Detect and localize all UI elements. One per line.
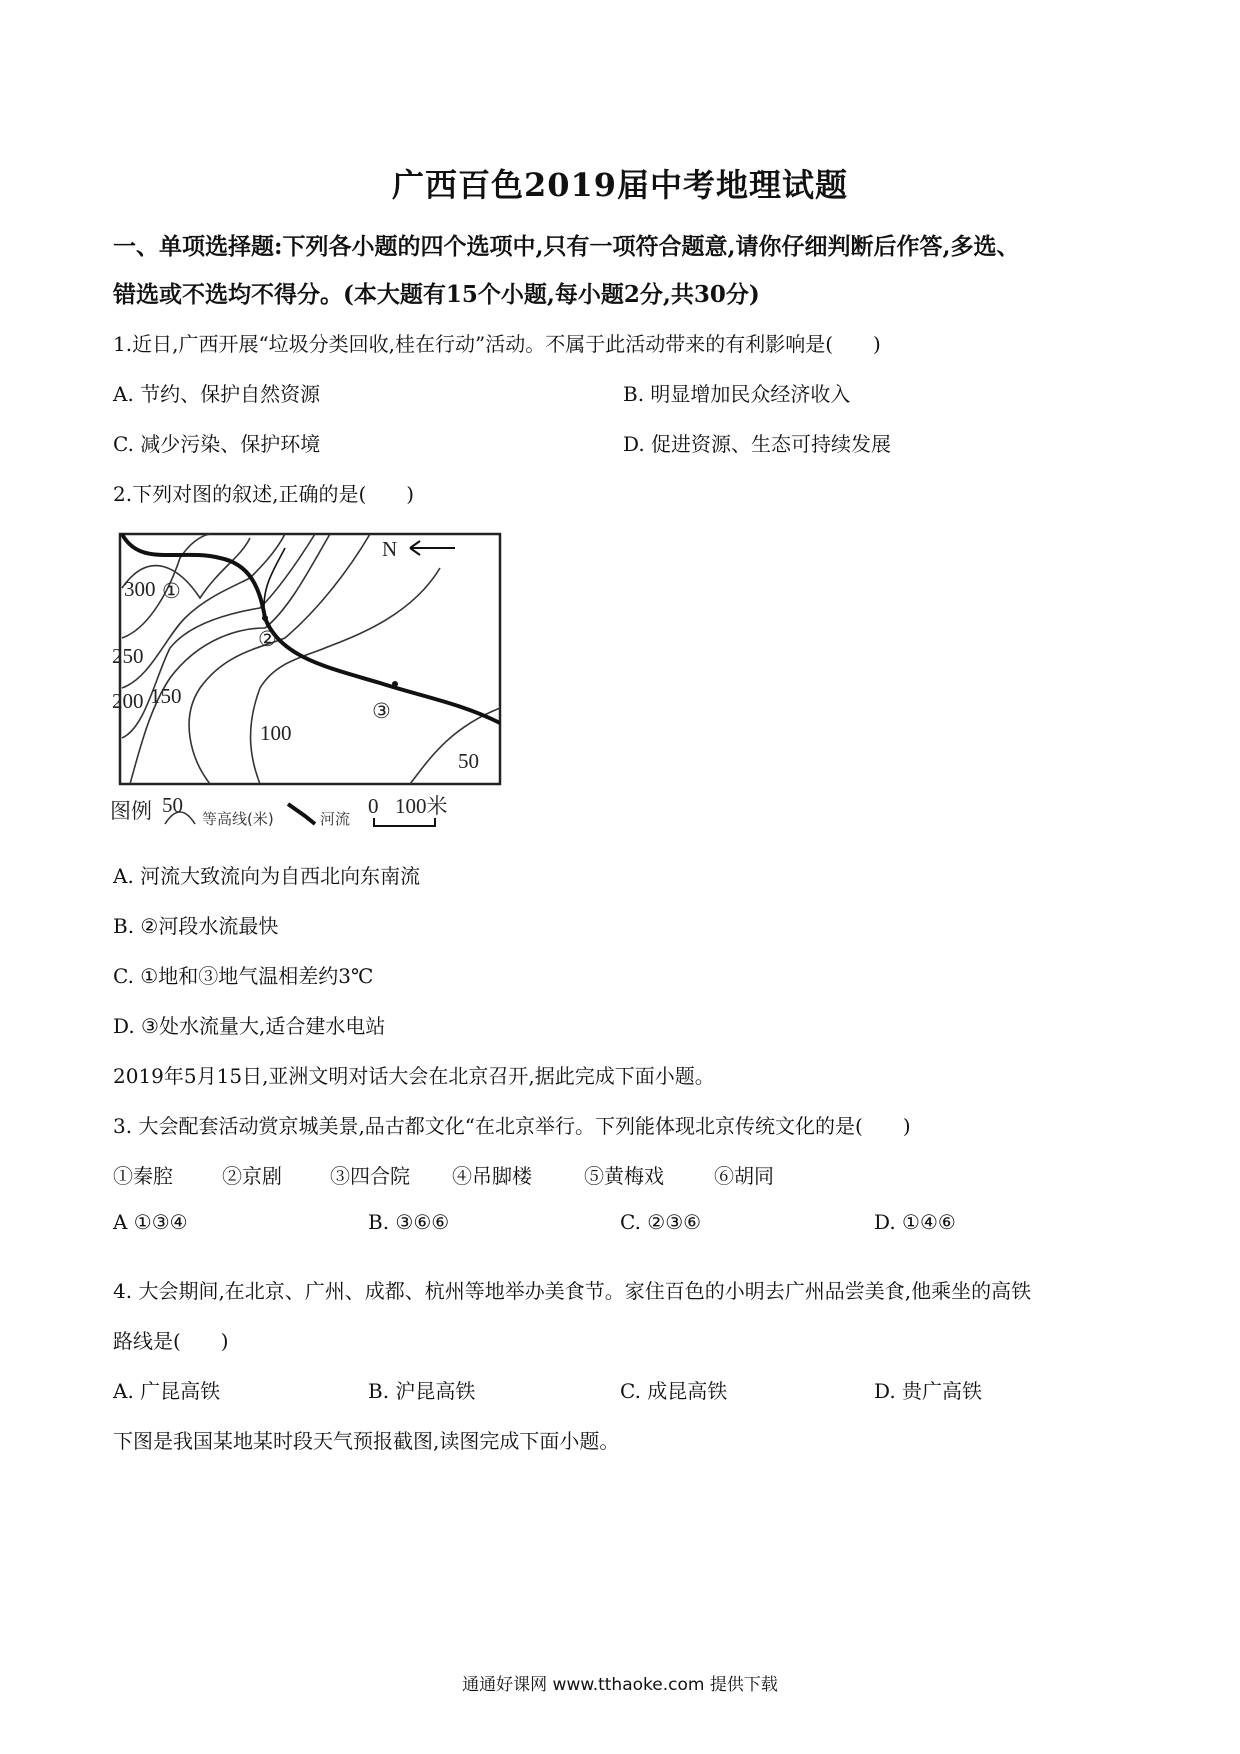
- q2-stem: 2.下列对图的叙述,正确的是( ): [113, 482, 415, 506]
- contour-300-label: 300: [124, 577, 156, 601]
- q3-option-c: C. ②③⑥: [620, 1210, 702, 1234]
- intro-q3-q4: 2019年5月15日,亚洲文明对话大会在北京召开,据此完成下面小题。: [113, 1064, 715, 1088]
- page-title: 广西百色2019届中考地理试题: [391, 166, 849, 204]
- section-heading-line2: 错选或不选均不得分。(本大题有15个小题,每小题2分,共30分): [113, 281, 760, 308]
- contour-200-label: 200: [112, 689, 144, 713]
- q4-option-b: B. 沪昆高铁: [368, 1379, 476, 1403]
- legend-river-text: 河流: [320, 810, 351, 828]
- q1-option-c: C. 减少污染、保护环境: [113, 432, 321, 456]
- q2-option-a: A. 河流大致流向为自西北向东南流: [113, 864, 421, 888]
- q3-item: ⑥胡同: [714, 1164, 774, 1188]
- q3-item: ④吊脚楼: [452, 1164, 532, 1188]
- q4-option-a: A. 广昆高铁: [113, 1379, 221, 1403]
- q3-stem: 3. 大会配套活动赏京城美景,品古都文化“在北京举行。下列能体现北京传统文化的是( ): [113, 1114, 911, 1138]
- q3-option-b: B. ③⑥⑥: [368, 1210, 450, 1234]
- q1-option-b: B. 明显增加民众经济收入: [623, 382, 851, 406]
- q1-option-d: D. 促进资源、生态可持续发展: [623, 432, 892, 456]
- footer-download-note: 通通好课网 www.tthaoke.com 提供下载: [462, 1675, 778, 1695]
- legend-label: 图例: [110, 799, 152, 823]
- scale-zero: 0: [368, 794, 379, 818]
- intro-next-questions: 下图是我国某地某时段天气预报截图,读图完成下面小题。: [113, 1429, 620, 1453]
- scale-label: 100米: [395, 794, 448, 818]
- contour-250-label: 250: [112, 644, 144, 668]
- point-1-label: ①: [162, 579, 181, 603]
- q2-option-c: C. ①地和③地气温相差约3℃: [113, 964, 374, 988]
- contour-150-label: 150: [150, 684, 182, 708]
- q3-item: ⑤黄梅戏: [584, 1164, 664, 1188]
- q3-item: ②京剧: [222, 1164, 282, 1188]
- q4-option-d: D. 贵广高铁: [874, 1379, 983, 1403]
- point-3-label: ③: [372, 699, 391, 723]
- q4-option-c: C. 成昆高铁: [620, 1379, 728, 1403]
- q3-option-d: D. ①④⑥: [874, 1210, 956, 1234]
- q2-option-b: B. ②河段水流最快: [113, 914, 279, 938]
- q4-stem-line2: 路线是( ): [113, 1329, 229, 1353]
- north-label: N: [382, 537, 398, 561]
- legend-river-icon: [288, 804, 315, 824]
- q2-option-d: D. ③处水流量大,适合建水电站: [113, 1014, 386, 1038]
- section-heading-line1: 一、单项选择题:下列各小题的四个选项中,只有一项符合题意,请你仔细判断后作答,多选、: [113, 233, 1020, 260]
- q3-item: ③四合院: [330, 1164, 410, 1188]
- contour-100-label: 100: [260, 721, 292, 745]
- legend-contour-value: 50: [162, 793, 183, 817]
- q4-stem-line1: 4. 大会期间,在北京、广州、成都、杭州等地举办美食节。家住百色的小明去广州品尝美食,他乘坐的高铁: [113, 1279, 1032, 1303]
- scale-bar: [374, 818, 435, 826]
- contour-map: [110, 528, 510, 828]
- q3-option-a: A ①③④: [113, 1210, 188, 1234]
- q3-item: ①秦腔: [113, 1164, 173, 1188]
- legend-contour-text: 等高线(米): [202, 810, 274, 828]
- q1-option-a: A. 节约、保护自然资源: [113, 382, 321, 406]
- contour-50-label: 50: [458, 749, 479, 773]
- q1-stem: 1.近日,广西开展“垃圾分类回收,桂在行动”活动。不属于此活动带来的有利影响是( ): [113, 332, 881, 356]
- point-2-label: ②: [258, 627, 277, 651]
